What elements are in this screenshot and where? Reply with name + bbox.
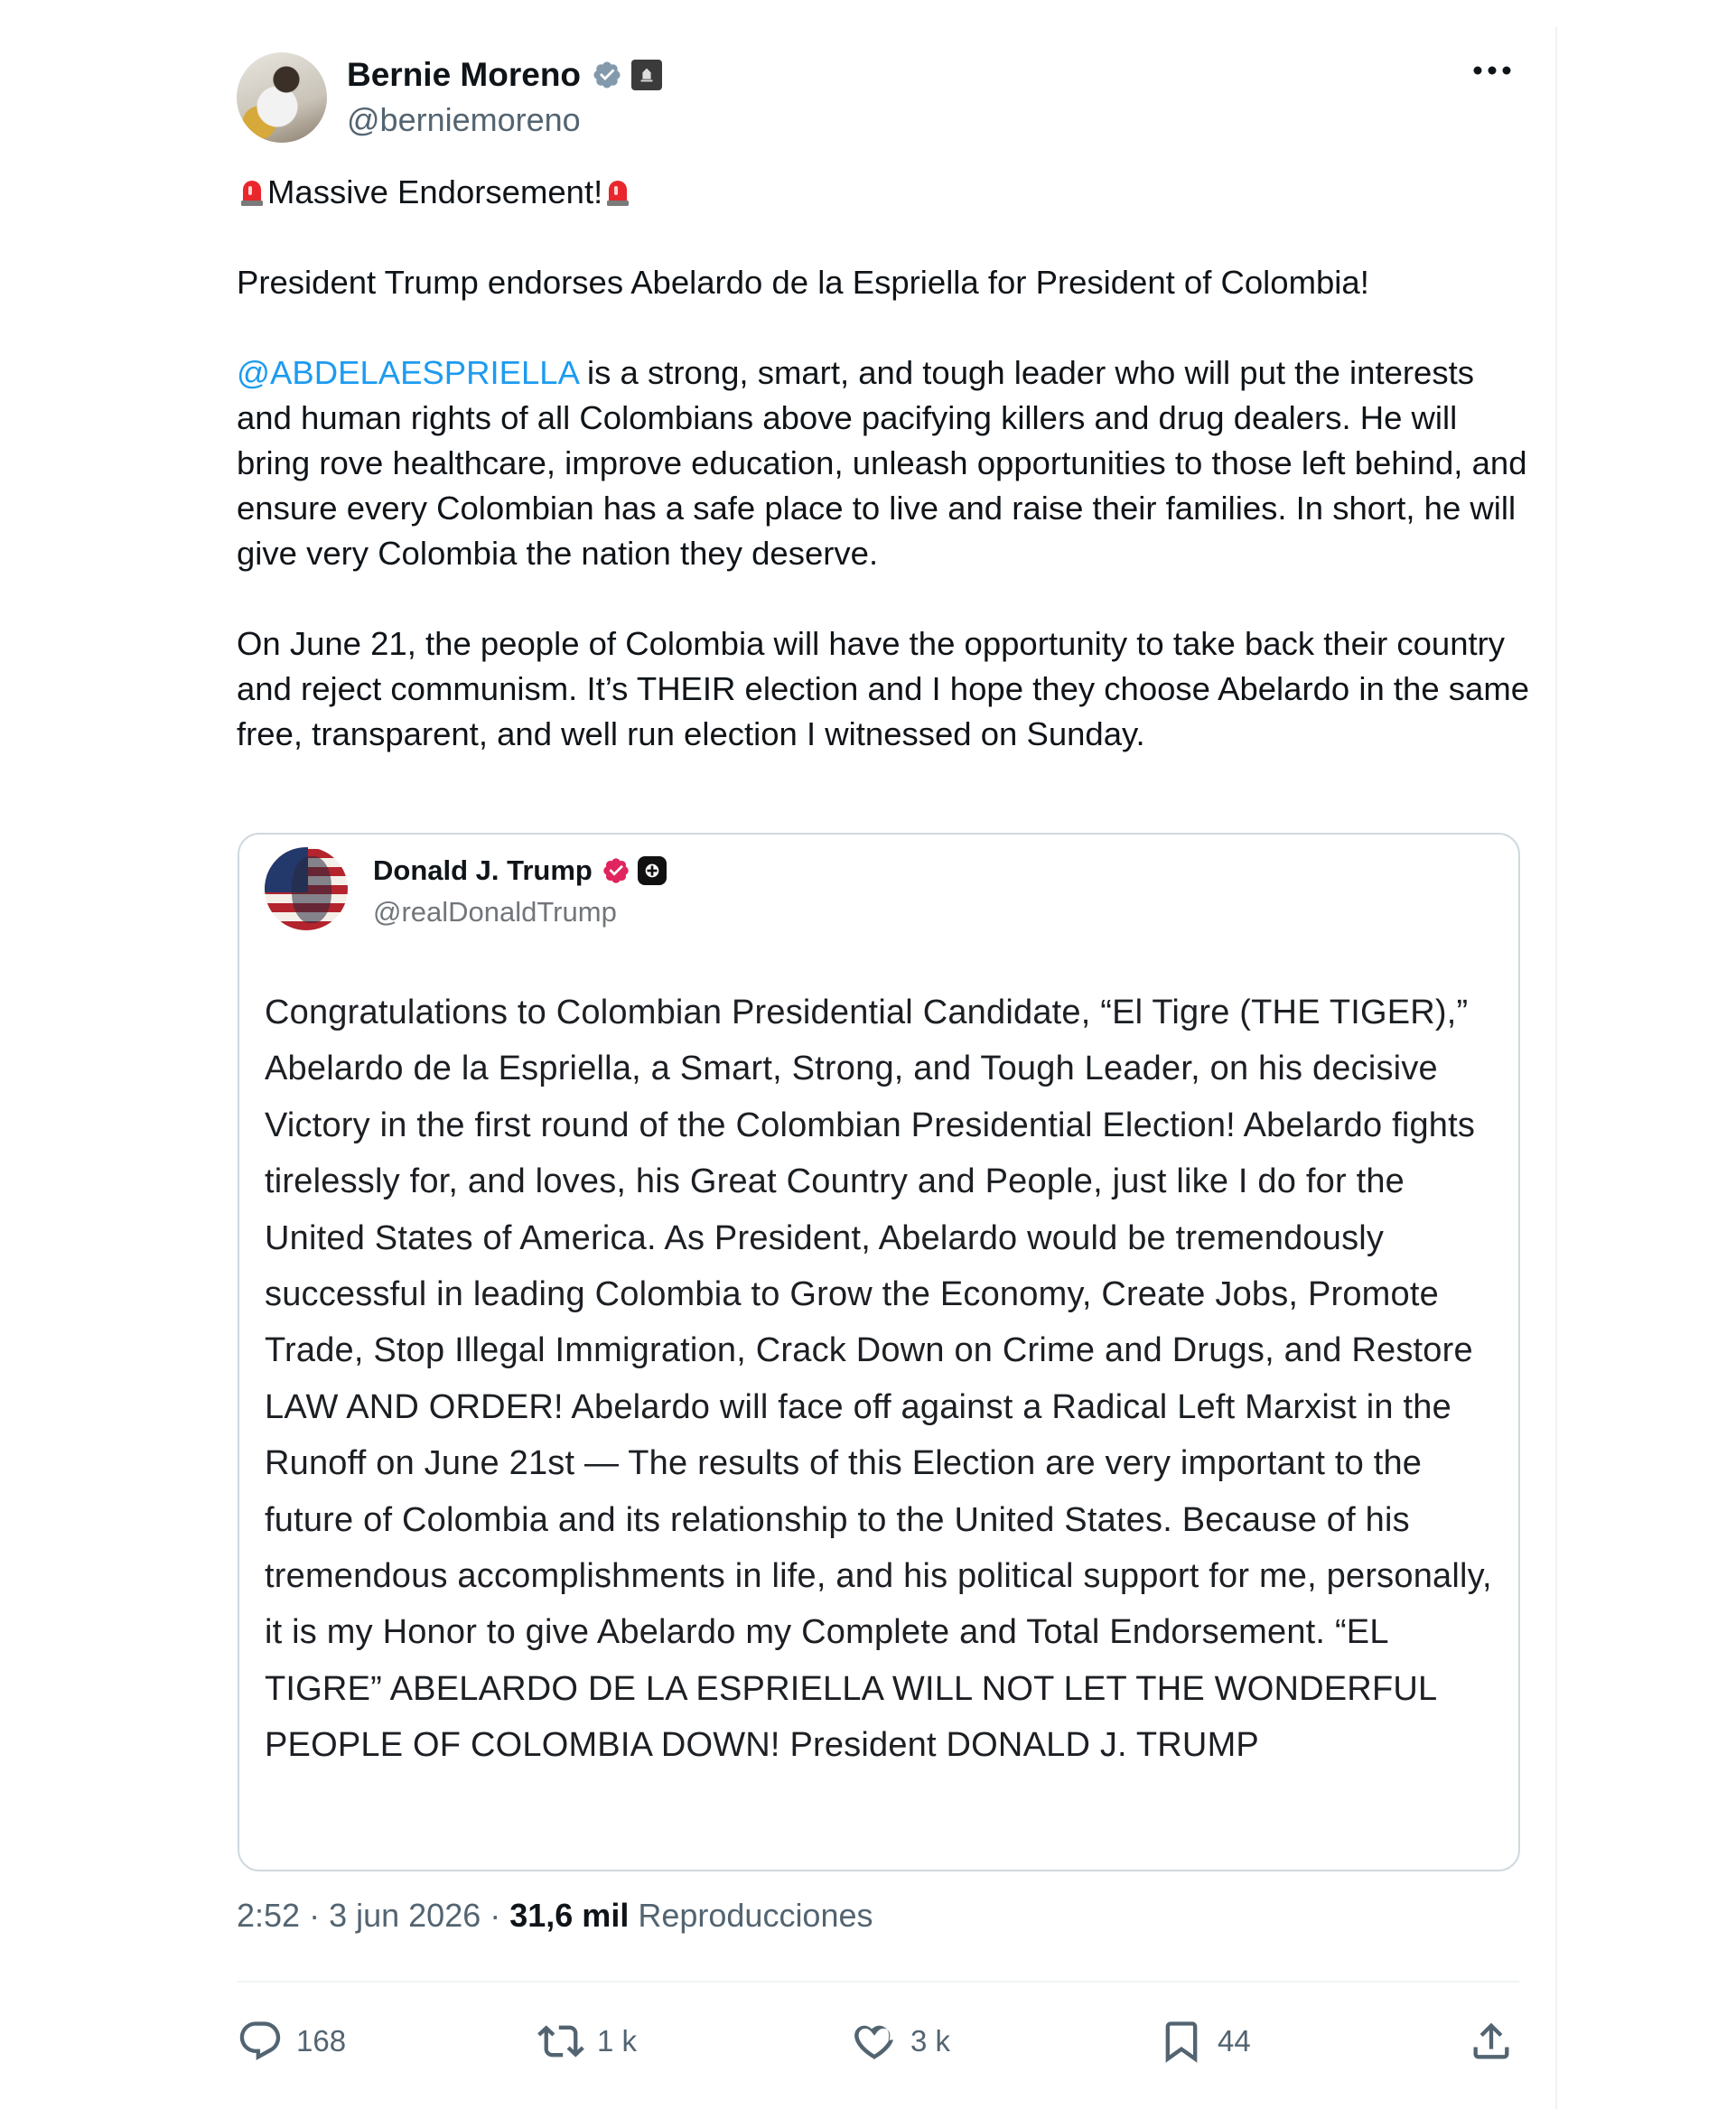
share-button[interactable] — [1468, 2014, 1515, 2068]
quoted-name-row — [373, 853, 667, 889]
verified-badge-icon[interactable] — [592, 60, 622, 90]
post-paragraph: On June 21, the people of Colombia will have the opportunity to take back their country and reject communism. It’s THEIR election and I hope they choose Abelardo in the same free, transparent, and well run election I witnessed on Sunday. — [237, 625, 1530, 752]
post-date[interactable]: 3 jun 2026 — [329, 1897, 481, 1934]
affiliate-badge-icon[interactable] — [631, 60, 662, 90]
views-count: 31,6 mil — [509, 1897, 630, 1934]
author-display-name[interactable]: Bernie Moreno — [347, 56, 582, 93]
bookmark-button[interactable] — [1158, 2014, 1251, 2068]
like-count: 3 k — [910, 2024, 951, 2058]
verified-badge-icon — [602, 856, 630, 885]
repost-button[interactable] — [537, 2014, 637, 2068]
post-headline: Massive Endorsement! — [267, 173, 603, 210]
views-label: Reproducciones — [638, 1897, 873, 1934]
divider — [237, 1981, 1519, 1983]
post-text — [237, 170, 1537, 802]
reply-icon — [237, 2018, 284, 2065]
author-avatar[interactable] — [237, 52, 327, 143]
quoted-post-card[interactable] — [238, 833, 1520, 1871]
affiliate-badge-icon — [638, 856, 667, 885]
reply-button[interactable] — [237, 2014, 346, 2068]
reply-count: 168 — [296, 2024, 347, 2058]
author-name-row — [347, 54, 662, 96]
quoted-handle: @realDonaldTrump — [373, 896, 617, 928]
bookmark-count: 44 — [1218, 2024, 1251, 2058]
timeline-border — [1555, 27, 1557, 2109]
post-meta: 2:52 · 3 jun 2026 · 31,6 mil Reproducciones — [237, 1897, 873, 1934]
quoted-post-text: Congratulations to Colombian Presidential Candidate, “El Tigre (THE TIGER),” Abelardo de la Espriella, a Smart, Strong, and Tough Leader, on his decisive Victory in the first round of the Colombian Presidential Election! Abelardo fights tirelessly for, and loves, his Great Country and People, just like I do for the United States of America. As President, Abelardo would be tremendously successful in leading Colombia to Grow the Economy, Create Jobs, Promote Trade, Stop Illegal Immigration, Crack Down on Crime and Drugs, and Restore LAW AND ORDER! Abelardo will face off against a Radical Left Marxist in the Runoff on June 21st — The results of this Election are very important to the future of Colombia and its relationship to the United States. Because of his tremendous accomplishments in life, and his political support for me, personally, it is my Honor to give Abelardo my Complete and Total Endorsement. “EL TIGRE” ABELARDO DE LA ESPRIELLA WILL NOT LET THE WONDERFUL PEOPLE OF COLOMBIA DOWN! President DONALD J. TRUMP — [265, 994, 1492, 1765]
quoted-display-name[interactable]: Donald J. Trump — [373, 854, 593, 886]
like-icon — [851, 2018, 898, 2065]
post-paragraph-text: is a strong, smart, and tough leader who will put the interests and human rights of all Colombians above pacifying killers and drug dealers. He will bring rove healthcare, improve education, unleash opportunities to those left behind, and ensure every Colombian has a safe place to live and raise their families. In short, he will give very Colombia the nation they deserve. — [237, 354, 1527, 572]
author-handle[interactable]: @berniemoreno — [347, 101, 581, 138]
like-button[interactable] — [851, 2014, 950, 2068]
quoted-author-avatar[interactable] — [265, 847, 348, 930]
share-icon — [1468, 2018, 1515, 2065]
repost-icon — [537, 2018, 584, 2065]
repost-count: 1 k — [597, 2024, 638, 2058]
mention-link[interactable]: @ABDELAESPRIELLA — [237, 354, 578, 391]
more-icon[interactable] — [1465, 52, 1519, 89]
siren-icon — [605, 177, 630, 208]
bookmark-icon — [1158, 2018, 1205, 2065]
post-paragraph — [237, 350, 1537, 576]
post-time[interactable]: 2:52 — [237, 1897, 301, 1934]
siren-icon — [239, 177, 265, 208]
post-paragraph: President Trump endorses Abelardo de la Espriella for President of Colombia! — [237, 264, 1369, 301]
